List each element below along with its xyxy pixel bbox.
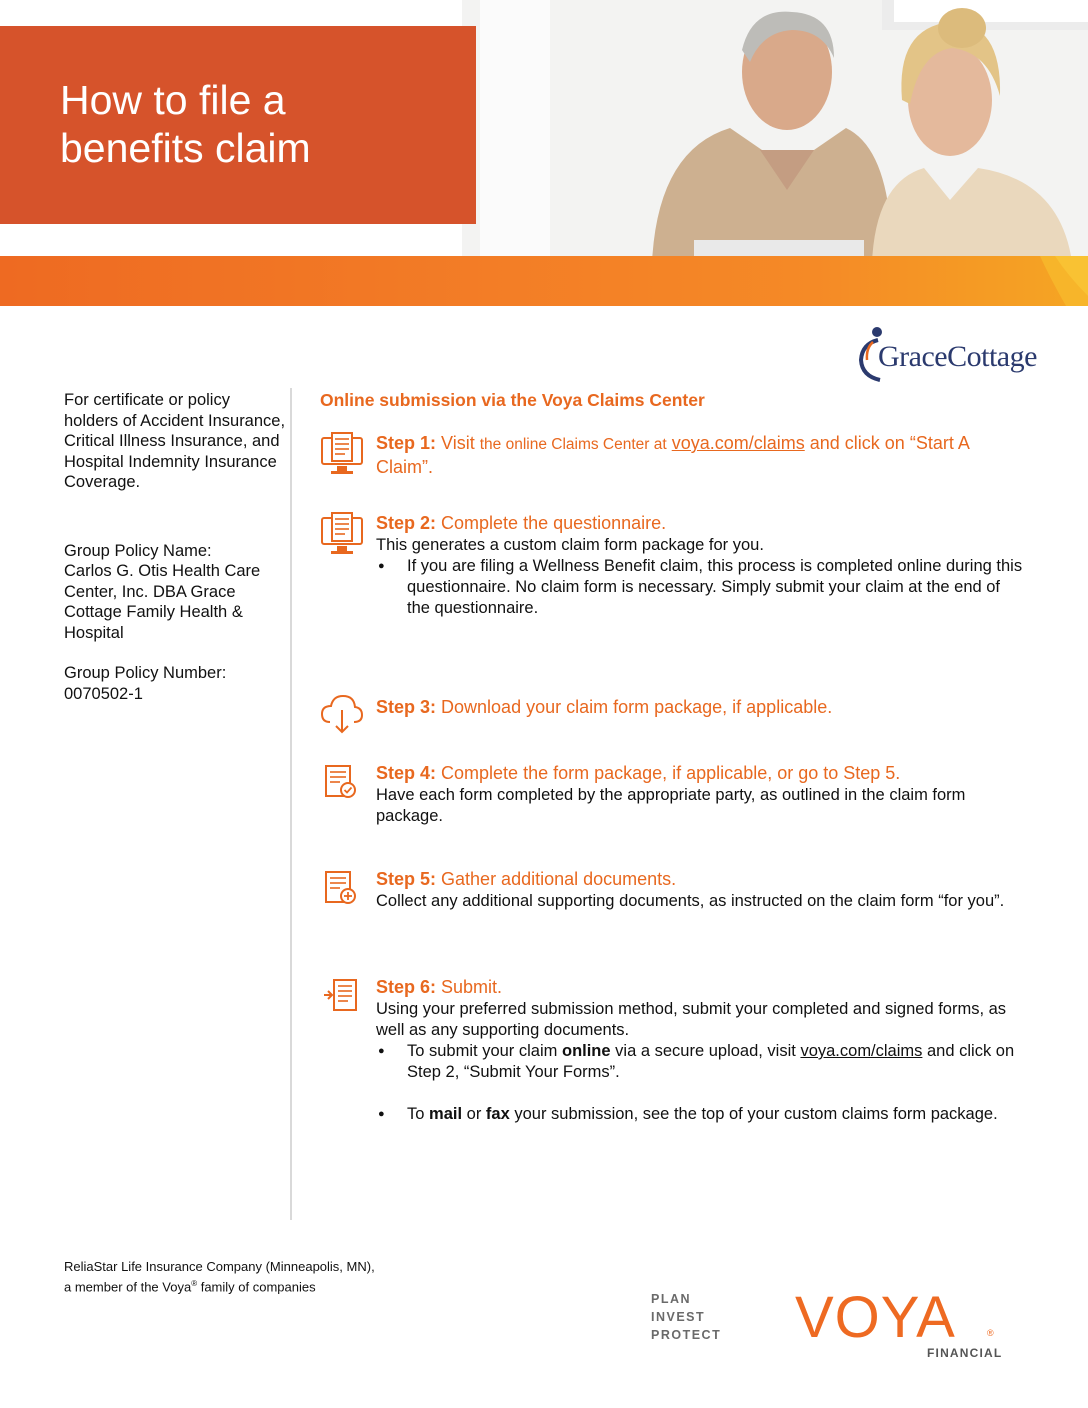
step-1-text-before: Visit [441, 433, 475, 453]
step-6-desc: Using your preferred submission method, submit your completed and signed forms, as well as any supporting documents. [376, 1000, 1007, 1039]
footer-line1: ReliaStar Life Insurance Company (Minneapolis, MN), [64, 1259, 375, 1274]
step-4-title [376, 762, 1026, 785]
step-3-label: Step 3: [376, 697, 437, 717]
step-6-body [376, 976, 1026, 1125]
step-5-title [376, 868, 1026, 891]
step-6-title-text: Submit. [441, 977, 503, 997]
bullet-mail-or: or [466, 1105, 482, 1123]
bullet-online-post: and click on Step 2, “Submit Your Forms”. [407, 1042, 1015, 1081]
send-document-icon [320, 976, 364, 1020]
bullet-mail-bold: mail [429, 1105, 463, 1123]
voya-registered-mark: ® [987, 1328, 994, 1338]
step-2-bullets [376, 556, 1026, 619]
group-policy-number-value: 0070502-1 [64, 684, 143, 703]
footer-legal-text [64, 1258, 375, 1295]
form-check-icon [320, 762, 364, 806]
step-6-bullet-mail-fax [376, 1104, 1026, 1125]
group-policy-name-label: Group Policy Name: [64, 541, 212, 560]
step-2-title [376, 512, 1026, 535]
step-1-text-small: the online Claims Center at [479, 436, 667, 453]
claims-center-link[interactable]: voya.com/claims [671, 433, 805, 453]
step-2-title-text: Complete the questionnaire. [441, 513, 667, 533]
voya-logo [795, 1285, 1005, 1360]
column-divider [290, 388, 292, 1220]
step-3-title [376, 696, 1026, 719]
step-5-title-text: Gather additional documents. [441, 869, 677, 889]
step-2-body [376, 512, 1026, 619]
tagline-plan: PLAN [651, 1292, 692, 1306]
step-6-title [376, 976, 1026, 999]
bullet-online-bold: online [561, 1042, 611, 1060]
grace-cottage-wordmark: GraceCottage [878, 340, 1037, 373]
step-1-label: Step 1: [376, 433, 437, 453]
step-6-bullets [376, 1041, 1026, 1125]
cloud-download-icon [320, 692, 364, 736]
couple-photo-illustration [462, 0, 1088, 262]
step-5-body [376, 868, 1026, 912]
step-5-label: Step 5: [376, 869, 437, 889]
tagline-protect: PROTECT [651, 1328, 722, 1342]
step-2-desc: This generates a custom claim form package for you. [376, 536, 764, 554]
group-policy-name-value: Carlos G. Otis Health Care Center, Inc. DBA Grace Cottage Family Health & Hospital [64, 562, 261, 642]
group-policy-number-label: Group Policy Number: [64, 664, 227, 682]
orange-band [0, 256, 1088, 306]
step-5-desc: Collect any additional supporting documents, as instructed on the claim form “for you”. [376, 892, 1005, 910]
bullet-mail-post: your submission, see the top of your custom claims form package. [514, 1105, 998, 1123]
documents-icon [320, 868, 364, 912]
hero-photo [462, 0, 1088, 262]
computer-form-icon [320, 432, 364, 476]
step-1-body [376, 432, 1026, 479]
page-title-line2: benefits claim [60, 125, 311, 171]
grace-cottage-logo [856, 326, 1062, 382]
bullet-online-mid: via a secure upload, visit [615, 1042, 796, 1060]
registered-mark: ® [191, 1279, 198, 1288]
upload-claims-link[interactable]: voya.com/claims [800, 1042, 923, 1060]
title-banner [0, 26, 476, 224]
step-3-title-text: Download your claim form package, if applicable. [441, 697, 833, 717]
tagline-invest: INVEST [651, 1310, 706, 1324]
footer-line2 [64, 1275, 375, 1295]
policy-info-sidebar [64, 390, 286, 704]
step-2-label: Step 2: [376, 513, 437, 533]
page-title-line1: How to file a [60, 77, 286, 123]
bullet-mail-pre: To [407, 1105, 425, 1123]
step-1-text-after: and click on “Start A Claim”. [376, 433, 969, 477]
step-4-body [376, 762, 1026, 827]
computer-form-icon [320, 512, 364, 556]
step-4-label: Step 4: [376, 763, 437, 783]
bullet-fax-bold: fax [485, 1105, 510, 1123]
step-4-title-text: Complete the form package, if applicable, or go to Step 5. [441, 763, 901, 783]
step-1-title [376, 432, 1026, 479]
page-title [60, 76, 311, 172]
voya-wordmark: VOYA [795, 1285, 956, 1350]
band-accent-shape [0, 256, 1088, 306]
voya-financial-label: FINANCIAL [927, 1346, 1003, 1360]
voya-tagline [651, 1290, 721, 1344]
bullet-online-pre: To submit your claim [407, 1042, 558, 1060]
footer-line2-post: family of companies [200, 1279, 316, 1295]
step-3-body [376, 696, 1026, 719]
coverage-intro: For certificate or policy holders of Accident Insurance, Critical Illness Insurance, and Hospital Indemnity Insurance Coverage. [64, 391, 286, 491]
step-6-bullet-online [376, 1041, 1026, 1083]
step-4-desc: Have each form completed by the appropriate party, as outlined in the claim form package. [376, 786, 966, 825]
step-2-bullet: ● If you are filing a Wellness Benefit claim, this process is completed online during this questionnaire. No claim form is necessary. Simply submit your claim at the end of the questionnaire. [376, 556, 1026, 619]
footer-line2-pre: a member of the Voya [64, 1279, 192, 1295]
step-6-label: Step 6: [376, 977, 437, 997]
section-heading: Online submission via the Voya Claims Center [320, 390, 705, 410]
